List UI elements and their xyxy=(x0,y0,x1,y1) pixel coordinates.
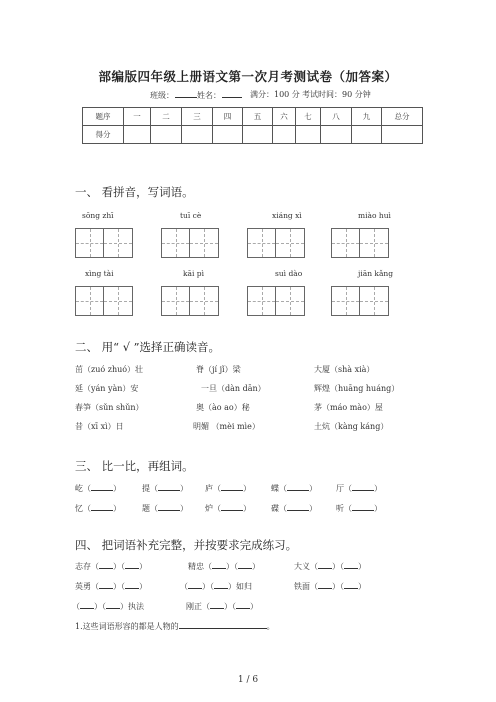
idiom-item: 精忠（ ）（ ） xyxy=(188,562,260,571)
reading-choice[interactable]: 脊（jí jǐ）梁 xyxy=(196,365,241,374)
name-blank[interactable] xyxy=(222,89,242,98)
word-group-row: 屹（ ） xyxy=(75,484,121,493)
answer-blank[interactable] xyxy=(318,580,332,589)
pinyin-label: miào huì xyxy=(358,211,391,220)
pinyin-label: suì dào xyxy=(275,269,303,278)
header-cell: 九 xyxy=(352,108,382,126)
score-cell[interactable] xyxy=(296,126,321,144)
answer-blank[interactable] xyxy=(99,580,113,589)
idiom-item: 铁面（ ）（ ） xyxy=(294,582,366,591)
section-4-heading: 四、 把词语补充完整，并按要求完成练习。 xyxy=(75,538,298,552)
idiom-item: （ ）（ ）执法 xyxy=(72,602,144,611)
score-table xyxy=(82,107,423,144)
score-cell[interactable] xyxy=(382,126,423,144)
name-label: 姓名： xyxy=(197,89,243,101)
char-label: 炉 xyxy=(205,504,213,513)
reading-choice[interactable]: 一旦（dàn dān） xyxy=(201,384,266,393)
word-group-row: 题（ ） xyxy=(142,504,188,513)
word-group-row: 炉（ ） xyxy=(205,504,251,513)
reading-choice[interactable]: 明媚 （mèi mìe） xyxy=(193,422,260,431)
reading-choice[interactable]: 奥（ào ao）秘 xyxy=(196,403,250,412)
score-table-header-row xyxy=(83,108,423,126)
section-1-heading: 一、 看拼音，写词语。 xyxy=(75,185,194,199)
score-cell[interactable] xyxy=(321,126,352,144)
answer-blank[interactable] xyxy=(80,600,94,609)
answer-blank[interactable] xyxy=(221,482,243,491)
answer-blank[interactable] xyxy=(238,560,252,569)
answer-blank[interactable] xyxy=(125,560,139,569)
score-row-label: 得分 xyxy=(83,126,124,144)
char-label: 厅 xyxy=(336,484,344,493)
char-label: 碟 xyxy=(271,504,279,513)
idiom-item: 大义（ ）（ ） xyxy=(294,562,366,571)
document-title: 部编版四年级上册语文第一次月考测试卷（加答案） xyxy=(98,69,398,84)
writing-grid[interactable] xyxy=(331,228,389,258)
score-cell[interactable] xyxy=(213,126,243,144)
reading-choice[interactable]: 春笋（sǔn shǔn） xyxy=(75,403,144,412)
header-cell: 四 xyxy=(213,108,243,126)
header-cell: 二 xyxy=(151,108,182,126)
char-label: 屹 xyxy=(75,484,83,493)
reading-choice[interactable]: 延（yán yàn）安 xyxy=(75,384,139,393)
header-cell: 总分 xyxy=(382,108,423,126)
question-1: 1.这些词语形容的都是人物的 。 xyxy=(75,622,275,631)
pinyin-label: jiān kǎng xyxy=(358,269,394,278)
char-label: 提 xyxy=(142,484,150,493)
answer-blank[interactable] xyxy=(212,560,226,569)
answer-blank[interactable] xyxy=(91,482,113,491)
answer-blank[interactable] xyxy=(125,580,139,589)
header-cell: 八 xyxy=(321,108,352,126)
pinyin-label: kāi pì xyxy=(183,269,204,278)
word-group-row: 厅（ ） xyxy=(336,484,382,493)
class-blank[interactable] xyxy=(175,89,197,98)
answer-blank[interactable] xyxy=(352,502,374,511)
header-cell: 七 xyxy=(296,108,321,126)
pinyin-label: xìng tài xyxy=(85,269,114,278)
header-cell: 一 xyxy=(124,108,151,126)
writing-grid[interactable] xyxy=(247,228,305,258)
answer-blank[interactable] xyxy=(318,560,332,569)
char-label: 听 xyxy=(336,504,344,513)
reading-choice[interactable]: 茁（zuó zhuó）壮 xyxy=(75,365,144,374)
header-cell: 题序 xyxy=(83,108,124,126)
score-cell[interactable] xyxy=(124,126,151,144)
score-cell[interactable] xyxy=(182,126,213,144)
full-score: 满分：100 分 xyxy=(250,90,300,99)
idiom-item: 刚正（ ）（ ） xyxy=(186,602,258,611)
writing-grid[interactable] xyxy=(161,228,219,258)
answer-blank[interactable] xyxy=(158,482,180,491)
answer-blank[interactable] xyxy=(214,580,228,589)
idiom-item: 英勇（ ）（ ） xyxy=(75,582,147,591)
pinyin-label: sōng zhī xyxy=(82,211,114,220)
reading-choice[interactable]: 土炕（kàng káng） xyxy=(314,422,389,431)
answer-blank[interactable] xyxy=(106,600,120,609)
answer-line[interactable] xyxy=(179,620,267,629)
score-cell[interactable] xyxy=(151,126,182,144)
pinyin-label: tuī cè xyxy=(180,211,202,220)
answer-blank[interactable] xyxy=(158,502,180,511)
answer-blank[interactable] xyxy=(210,600,224,609)
header-cell: 五 xyxy=(243,108,273,126)
score-cell[interactable] xyxy=(273,126,296,144)
word-group-row: 蝶（ ） xyxy=(271,484,317,493)
pinyin-label: xiáng xì xyxy=(272,211,302,220)
header-cell: 三 xyxy=(182,108,213,126)
writing-grid[interactable] xyxy=(161,286,219,316)
score-cell[interactable] xyxy=(352,126,382,144)
exam-time: 考试时间：90 分钟 xyxy=(302,90,371,99)
idiom-item: 志存（ ）（ ） xyxy=(75,562,147,571)
word-group-row: 碟（ ） xyxy=(271,504,317,513)
idiom-item: （ ）（ ）如归 xyxy=(180,582,252,591)
answer-blank[interactable] xyxy=(287,502,309,511)
writing-grid[interactable] xyxy=(331,286,389,316)
char-label: 题 xyxy=(142,504,150,513)
answer-blank[interactable] xyxy=(344,580,358,589)
writing-grid[interactable] xyxy=(75,228,133,258)
answer-blank[interactable] xyxy=(99,560,113,569)
answer-blank[interactable] xyxy=(236,600,250,609)
answer-blank[interactable] xyxy=(91,502,113,511)
reading-choice[interactable]: 茅（máo mào）屋 xyxy=(314,403,383,412)
score-cell[interactable] xyxy=(243,126,273,144)
score-table-score-row xyxy=(83,126,423,144)
answer-blank[interactable] xyxy=(221,502,243,511)
writing-grid[interactable] xyxy=(247,286,305,316)
word-group-row: 听（ ） xyxy=(336,504,382,513)
char-label: 蝶 xyxy=(271,484,279,493)
page-number: 1 / 6 xyxy=(237,675,259,685)
word-group-row: 庐（ ） xyxy=(205,484,251,493)
char-label: 忆 xyxy=(75,504,83,513)
header-cell: 六 xyxy=(273,108,296,126)
reading-choice[interactable]: 大厦（shà xià） xyxy=(314,365,375,374)
section-3-heading: 三、 比一比，再组词。 xyxy=(75,459,194,473)
answer-blank[interactable] xyxy=(287,482,309,491)
char-label: 庐 xyxy=(205,484,213,493)
writing-grid[interactable] xyxy=(75,286,133,316)
reading-choice[interactable]: 昔（xī xì）日 xyxy=(75,422,124,431)
word-group-row: 提（ ） xyxy=(142,484,188,493)
word-group-row: 忆（ ） xyxy=(75,504,121,513)
answer-blank[interactable] xyxy=(344,560,358,569)
class-label: 班级： xyxy=(150,89,198,101)
section-2-heading: 二、 用“ √ ”选择正确读音。 xyxy=(75,340,221,354)
reading-choice[interactable]: 辉煌（huāng huáng） xyxy=(314,384,400,393)
answer-blank[interactable] xyxy=(188,580,202,589)
answer-blank[interactable] xyxy=(352,482,374,491)
